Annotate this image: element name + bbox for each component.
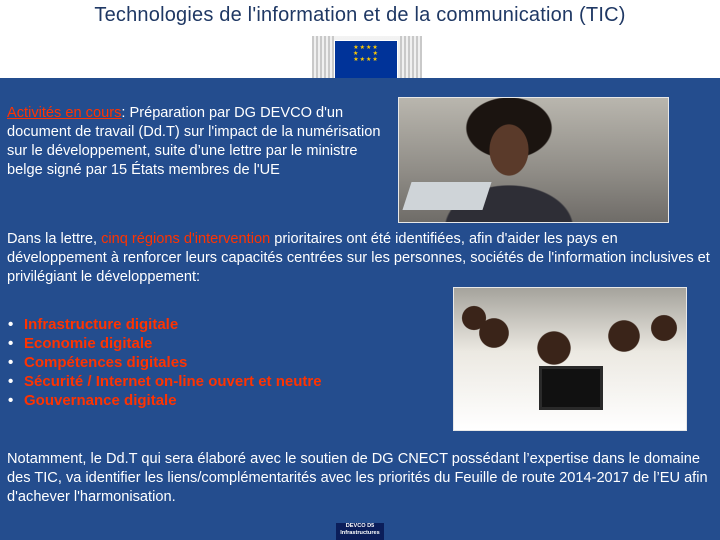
paragraph-activities bbox=[7, 104, 387, 180]
children-with-laptop-photo bbox=[453, 287, 687, 431]
list-item: • Sécurité / Internet on-line ouvert et neutre bbox=[8, 372, 322, 391]
paragraph-intervention bbox=[7, 230, 713, 287]
priority-list bbox=[8, 315, 322, 410]
paragraph-cnect: Notamment, le Dd.T qui sera élaboré avec le soutien de DG CNECT possédant l’expertise dans le domaine des TIC, va identifier les liens/complémentarités avec les priorités du Feuille de route 2014-2017 de l’EU afin d'achever l'harmonisation. bbox=[7, 451, 708, 505]
laptop-image bbox=[402, 182, 491, 210]
badge-line2: Infrastructures bbox=[340, 530, 380, 536]
intervention-after: prioritaires ont été identifiées, afin d'aider les pays en développement à renforcer leurs capacités centrées sur les personnes, sociétés de l'information inclusives et privilégiant le développement: bbox=[7, 231, 710, 285]
list-item: • Infrastructure digitale bbox=[8, 315, 322, 334]
activities-highlight: Activités en cours bbox=[7, 105, 122, 121]
eu-stars-icon: ★★★★ ★ ★ ★★★★ bbox=[352, 45, 380, 63]
list-item: • Economie digitale bbox=[8, 334, 322, 353]
list-item: • Compétences digitales bbox=[8, 353, 322, 372]
list-item: • Gouvernance digitale bbox=[8, 391, 322, 410]
badge-line1: DEVCO D5 bbox=[345, 523, 375, 529]
intervention-before: Dans la lettre, bbox=[7, 231, 102, 247]
intervention-highlight: cinq régions d'intervention bbox=[101, 231, 271, 247]
woman-at-laptop-photo bbox=[398, 97, 669, 223]
activities-text: : Préparation par DG DEVCO d'un document de travail (Dd.T) sur l'impact de la numérisation sur le développement, suite d’une lettre par le ministre belge signé par 15 États membres de l'UE bbox=[7, 105, 381, 178]
slide-title: Technologies de l'information et de la communication (TIC) bbox=[94, 4, 626, 26]
devco-badge bbox=[336, 523, 384, 540]
laptop-screen-image bbox=[539, 366, 603, 410]
